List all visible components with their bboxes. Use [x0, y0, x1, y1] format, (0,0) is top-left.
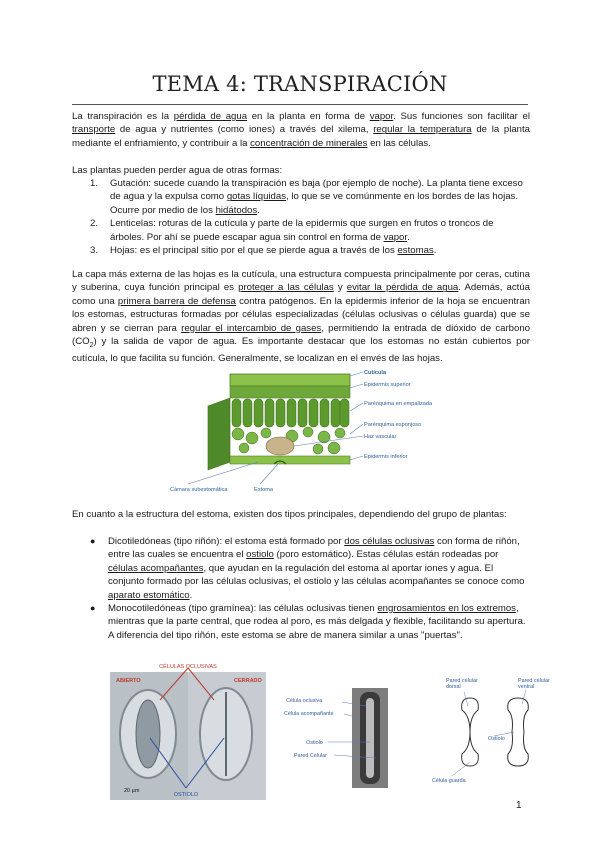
stomata-photo-figure [110, 660, 266, 800]
label-parenquima-empalizada: Parénquima en empalizada [364, 401, 433, 407]
grass-stoma-figure [284, 688, 404, 788]
open-dumbbell [508, 698, 529, 766]
label-pared-celular: Pared Celular [294, 753, 327, 759]
label-parenquima-esponjoso: Parénquima esponjoso [364, 422, 422, 428]
palisade-cells [232, 399, 349, 427]
label-celula-acompanante: Célula acompañante [284, 711, 334, 717]
list-item: ● Monocotiledóneas (tipo gramínea): las células oclusivas tienen engrosamientos en los extremos, mientras que la parte central, que rodea al poro, es más delgada y flexible, facilitando su apertura. A diferencia del tipo riñón, este estoma se abre de manera similar a unas "puertas". [90, 603, 526, 641]
label-abierto: ABIERTO [116, 678, 141, 684]
intro-paragraph: La transpiración es la pérdida de agua en la planta en forma de vapor. Sus funciones son facilitar el transporte de agua y nutrientes (como iones) a través del xilema, regular la temperatura de la planta mediante el enfriamiento, y contribuir a la concentración de minerales en las células. [72, 111, 531, 149]
label-epidermis-superior: Epidermis superior [364, 382, 411, 388]
title-underline [72, 104, 528, 105]
stoma-types-list [72, 535, 530, 642]
label-ostiolo: Ostiolo [488, 736, 505, 742]
label-estoma: Estoma [254, 487, 273, 493]
list-item: ● Dicotiledóneas (tipo riñón): el estoma está formado por dos células oclusivas con forma de riñón, entre las cuales se encuentra el ostiolo (poro estomático). Estas células están rodeadas por células acompañantes, que ayudan en la regulación del estoma al aportar iones y agua. El conjunto formado por las células oclusivas, el ostiolo y las células acompañantes se conoce como aparato estomático. [90, 536, 525, 601]
label-epidermis-inferior: Epidermis inferior [364, 454, 408, 460]
label-pared-celular-dorsal: Pared celular dorsal [446, 678, 478, 690]
label-cuticula: Cutícula [364, 370, 387, 376]
label-scale: 20 µm [124, 788, 140, 794]
vascular-bundle [266, 437, 294, 455]
structure-intro: En cuanto a la estructura del estoma, existen dos tipos principales, dependiendo del grupo de plantas: [72, 509, 507, 520]
guard-cell-walls-figure [430, 676, 550, 788]
label-cerrado: CERRADO [234, 678, 262, 684]
label-celula-oclusiva: Célula oclusiva [286, 698, 323, 704]
label-camara-subestomatica: Cámara subestomática [170, 487, 228, 493]
label-pared-celular-ventral: Pared celular ventral [518, 678, 550, 690]
label-ostiolo: OSTIOLO [173, 792, 199, 798]
upper-epidermis-layer [230, 386, 350, 398]
leaf-side-face [208, 398, 230, 470]
label-haz-vascular: Haz vascular [364, 434, 397, 440]
cuticle-layer [230, 374, 350, 386]
page-number: 1 [516, 800, 522, 811]
leaf-cross-section-figure [168, 366, 438, 498]
page-title: TEMA 4: TRANSPIRACIÓN [152, 72, 448, 96]
forms-intro: Las plantas pueden perder agua de otras formas: [72, 165, 283, 176]
list-item: 3. Hojas: es el principal sitio por el que se pierde agua a través de los estomas. [90, 245, 437, 257]
cuticle-paragraph: La capa más externa de las hojas es la cutícula, una estructura compuesta principalmente por ceras, cutina y suberina, cuya función principal es proteger a las células y evitar la pérdida de agua. Además, actúa como una primera barrera de defensa contra patógenos. En la epidermis inferior de la hoja se encuentran los estomas, estructuras formadas por células especializadas (células oclusivas o células guarda) que se abren y se cierran para regular el intercambio de gases, permitiendo la entrada de dióxido de carbono $(CO_2)$ y la salida de vapor de agua. Es importante destacar que los estomas no están cubiertos por cutícula, lo que facilita su función. Generalmente, se localizan en el envés de las hojas. [72, 269, 530, 365]
closed-dumbbell [462, 698, 479, 766]
label-celula-guarda: Célula guarda [432, 778, 466, 784]
list-item: 1. Gutación: sucede cuando la transpiración es baja (por ejemplo de noche). La planta tiene exceso de agua y la expulsa como gotas líquidas, lo que se ve comúnmente en los bordes de las hojas. Ocurre por medio de los hidátodos. [90, 178, 523, 216]
label-celulas-oclusivas: CÉLULAS OCLUSIVAS [159, 664, 217, 670]
label-ostiolo: Ostiolo [306, 740, 323, 746]
water-loss-list [72, 177, 530, 257]
lower-epidermis-layer [230, 456, 350, 464]
list-item: 2. Lenticelas: roturas de la cutícula y parte de la epidermis que surgen en frutos o troncos de árboles. Por ahí se puede escapar agua sin control en forma de vapor. [90, 218, 494, 243]
